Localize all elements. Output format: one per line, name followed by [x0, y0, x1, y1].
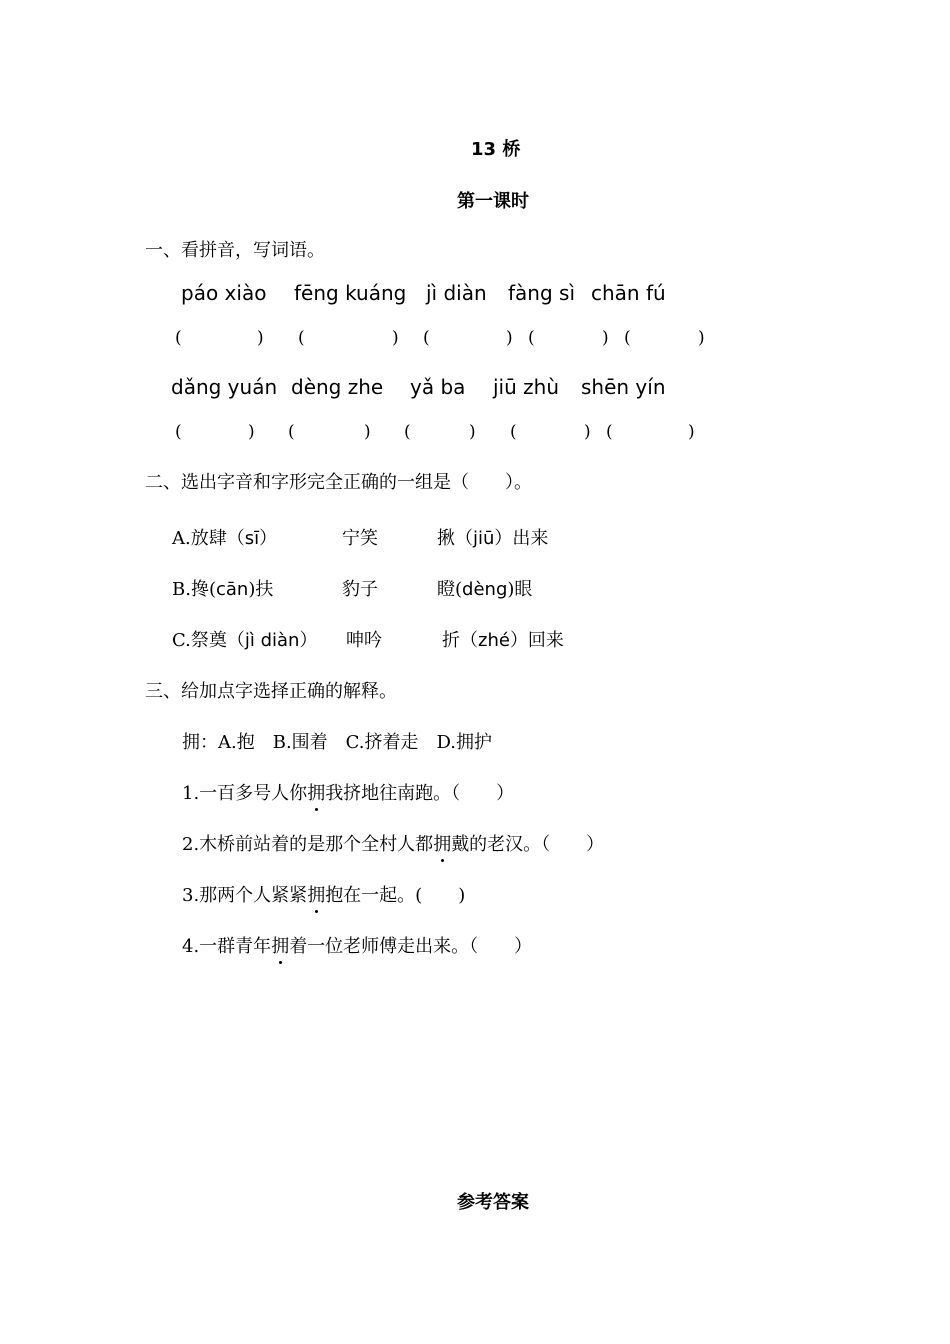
answer-blank-close: ) — [257, 328, 264, 348]
pinyin-item: dèng zhe — [291, 375, 384, 399]
option-a-word3: 揪（jiū）出来 — [437, 528, 549, 549]
pinyin-item: shēn yín — [581, 375, 666, 399]
answer-blank-close: ) — [584, 422, 591, 442]
answer-blank[interactable]: ( — [175, 328, 182, 348]
pinyin-item: fēng kuáng — [294, 281, 407, 305]
answer-blank-close: ) — [506, 328, 513, 348]
pinyin-item: dǎng yuán — [171, 375, 278, 399]
pinyin-item: chān fú — [591, 281, 666, 305]
pinyin-item: yǎ ba — [410, 375, 466, 399]
pinyin-item: fàng sì — [508, 281, 576, 305]
answer-blank-close: ) — [602, 328, 609, 348]
option-a-word2: 宁笑 — [342, 528, 378, 549]
section3-heading: 三、给加点字选择正确的解释。 — [145, 681, 397, 702]
answer-blank-close: ) — [392, 328, 399, 348]
pinyin-item: jì diàn — [426, 281, 487, 305]
option-b-word3: 瞪(dèng)眼 — [437, 579, 533, 600]
section2-heading: 二、选出字音和字形完全正确的一组是（ ）。 — [145, 472, 532, 493]
option-c-word2: 呻吟 — [346, 630, 382, 651]
answer-blank[interactable]: ( — [288, 422, 295, 442]
answer-blank[interactable]: ( — [175, 422, 182, 442]
dotted-char: 拥 — [433, 830, 451, 856]
answer-blank[interactable]: ( — [510, 422, 517, 442]
dotted-char: 拥 — [307, 779, 325, 805]
question-item: 1.一百多号人你拥我挤地往南跑。（ ） — [182, 779, 514, 805]
definitions: 拥：A.抱 B.围着 C.挤着走 D.拥护 — [182, 732, 493, 753]
answer-blank-close: ) — [469, 422, 476, 442]
question-item: 2.木桥前站着的是那个全村人都拥戴的老汉。（ ） — [182, 830, 604, 856]
answers-heading: 参考答案 — [457, 1192, 529, 1213]
option-a-word1: A.放肆（sī） — [172, 528, 278, 549]
question-item: 4.一群青年拥着一位老师傅走出来。（ ） — [182, 932, 532, 958]
answer-blank[interactable]: ( — [624, 328, 631, 348]
pinyin-item: jiū zhù — [493, 375, 559, 399]
answer-blank[interactable]: ( — [298, 328, 305, 348]
section1-heading: 一、看拼音，写词语。 — [145, 240, 325, 261]
option-b-word2: 豹子 — [342, 579, 378, 600]
answer-blank[interactable]: ( — [404, 422, 411, 442]
dotted-char: 拥 — [307, 881, 325, 907]
answer-blank[interactable]: ( — [528, 328, 535, 348]
option-c-word3: 折（zhé）回来 — [442, 630, 564, 651]
answer-blank-close: ) — [688, 422, 695, 442]
option-c-word1: C.祭奠（jì diàn） — [172, 630, 318, 651]
dotted-char: 拥 — [271, 932, 289, 958]
answer-blank-close: ) — [698, 328, 705, 348]
question-item: 3.那两个人紧紧拥抱在一起。( ) — [182, 881, 465, 907]
answer-blank-close: ) — [248, 422, 255, 442]
page-title: 13 桥 — [471, 139, 521, 160]
lesson-subtitle: 第一课时 — [457, 191, 529, 212]
answer-blank[interactable]: ( — [423, 328, 430, 348]
option-b-word1: B.搀(cān)扶 — [172, 579, 274, 600]
pinyin-item: páo xiào — [181, 281, 267, 305]
answer-blank[interactable]: ( — [606, 422, 613, 442]
answer-blank-close: ) — [364, 422, 371, 442]
